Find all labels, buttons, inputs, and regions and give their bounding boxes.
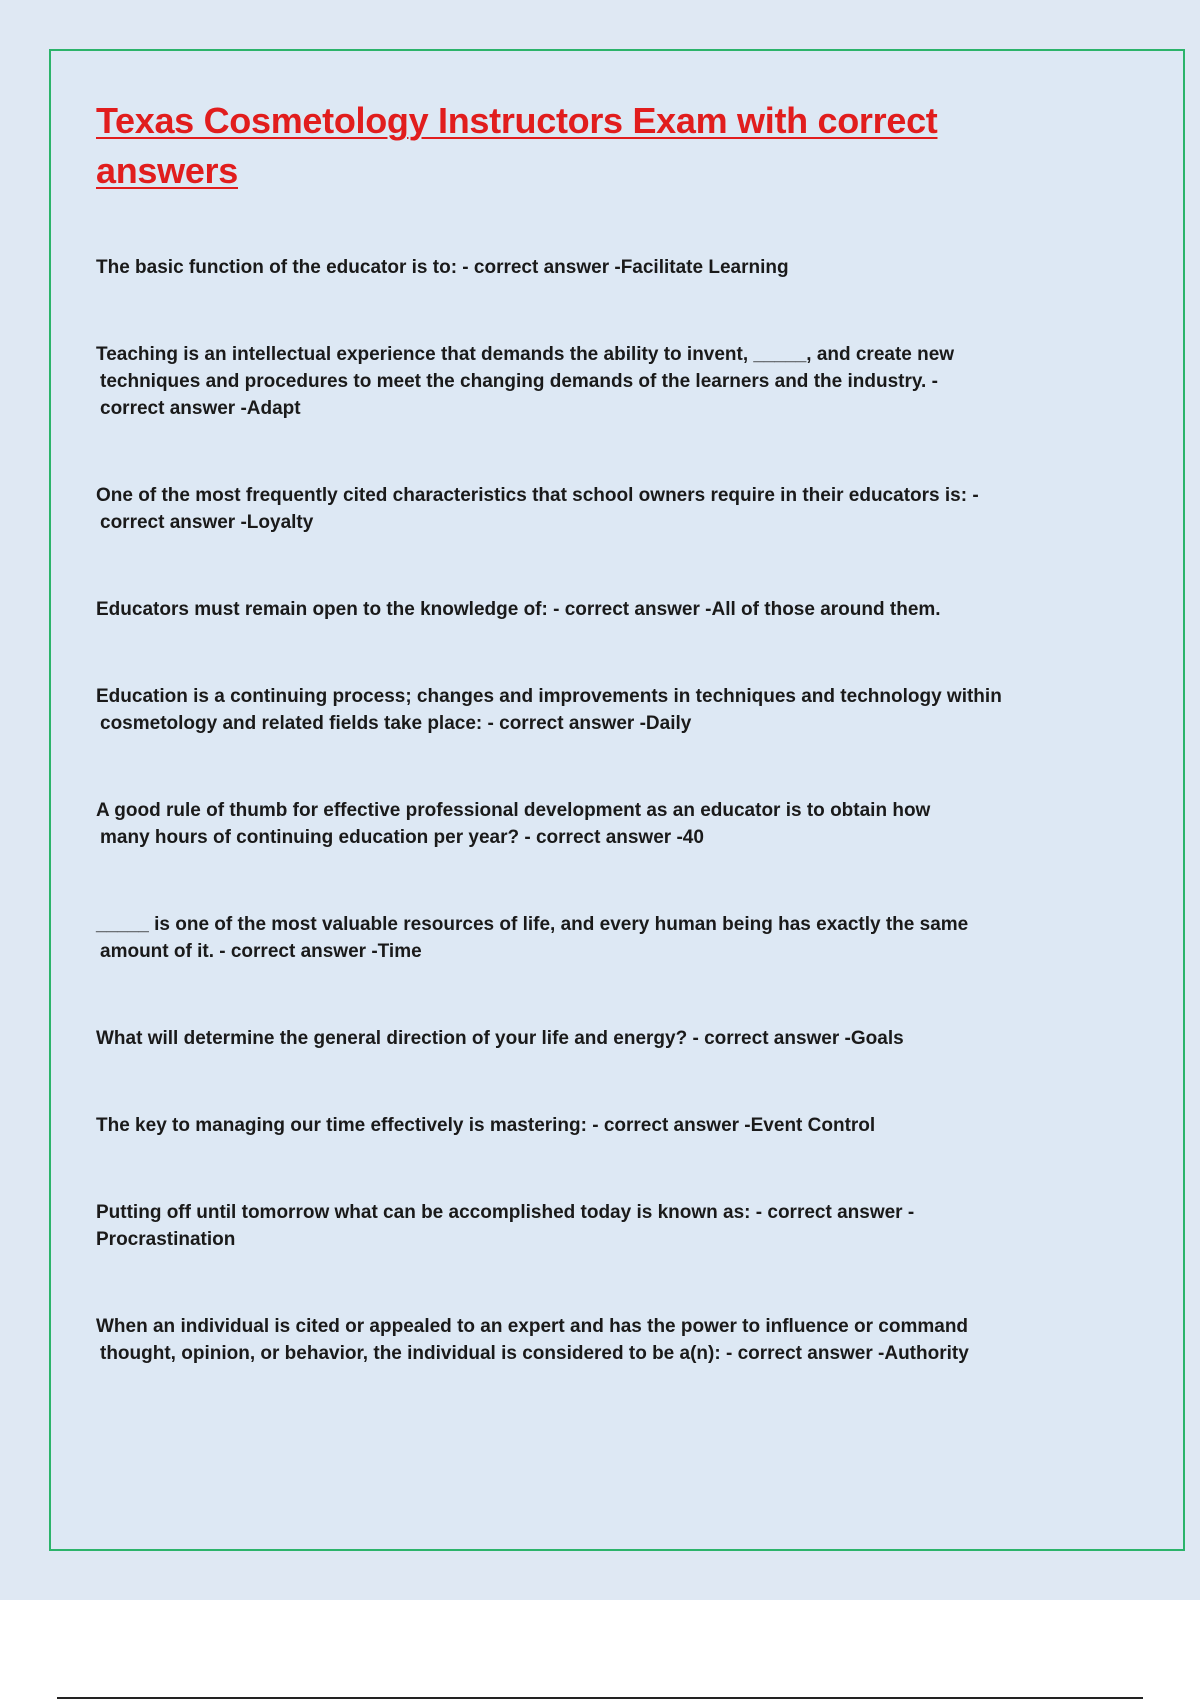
document-title: Texas Cosmetology Instructors Exam with correct answers — [96, 100, 938, 191]
qa-item — [96, 1112, 1086, 1139]
qa-line: correct answer -Adapt — [100, 398, 301, 419]
qa-item — [96, 683, 1086, 737]
qa-item — [96, 254, 1086, 281]
qa-line: Putting off until tomorrow what can be accomplished today is known as: - correct answer - — [96, 1202, 915, 1223]
qa-line: The key to managing our time effectively is mastering: - correct answer -Event Control — [96, 1115, 876, 1136]
qa-line: Education is a continuing process; changes and improvements in techniques and technology within — [96, 686, 1002, 707]
qa-item — [96, 341, 1086, 422]
qa-line: What will determine the general direction of your life and energy? - correct answer -Goals — [96, 1028, 904, 1049]
qa-line: Educators must remain open to the knowledge of: - correct answer -All of those around them. — [96, 599, 941, 620]
qa-line: A good rule of thumb for effective professional development as an educator is to obtain how — [96, 800, 931, 821]
qa-item — [96, 1313, 1086, 1367]
qa-item — [96, 911, 1086, 965]
qa-item — [96, 596, 1086, 623]
document-content — [96, 96, 1086, 1367]
qa-line: One of the most frequently cited characteristics that school owners require in their educators is: - — [96, 485, 979, 506]
qa-line: many hours of continuing education per year? - correct answer -40 — [100, 827, 704, 848]
qa-line: The basic function of the educator is to: - correct answer -Facilitate Learning — [96, 257, 789, 278]
qa-item — [96, 482, 1086, 536]
qa-line: _____ is one of the most valuable resources of life, and every human being has exactly the same — [96, 914, 969, 935]
qa-list — [96, 254, 1086, 1367]
qa-item — [96, 797, 1086, 851]
qa-line: Procrastination — [96, 1229, 236, 1250]
footer-divider — [57, 1697, 1143, 1699]
qa-line: cosmetology and related fields take place: - correct answer -Daily — [100, 713, 692, 734]
qa-line: correct answer -Loyalty — [100, 512, 314, 533]
qa-item — [96, 1199, 1086, 1253]
qa-line: thought, opinion, or behavior, the individual is considered to be a(n): - correct answer -Authority — [100, 1343, 969, 1364]
qa-line: When an individual is cited or appealed to an expert and has the power to influence or command — [96, 1316, 969, 1337]
qa-line: amount of it. - correct answer -Time — [100, 941, 422, 962]
qa-item — [96, 1025, 1086, 1052]
qa-line: techniques and procedures to meet the changing demands of the learners and the industry. - — [100, 371, 938, 392]
qa-line: Teaching is an intellectual experience that demands the ability to invent, _____, and create new — [96, 344, 955, 365]
